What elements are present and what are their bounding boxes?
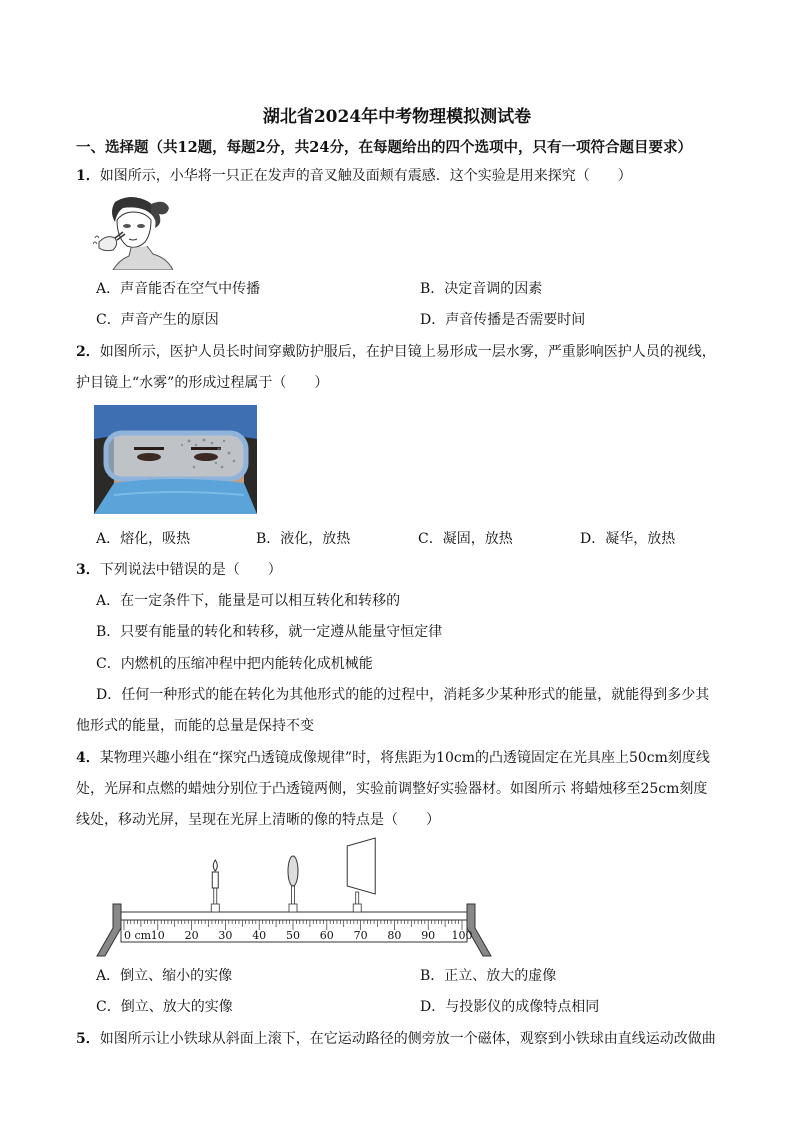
question-1 [76, 166, 632, 186]
q4-option-a: A．倒立、缩小的实像 [96, 968, 233, 984]
section-heading: 一、选择题（共12题，每题2分，共24分，在每题给出的四个选项中，只有一项符合题目要求） [76, 139, 692, 156]
q3-option-d-continued: 他形式的能量，而能的总量是保持不变 [76, 718, 314, 734]
q1-option-d: D．声音传播是否需要时间 [420, 312, 586, 328]
question-4-line-2: 处，光屏和点燃的蜡烛分别位于凸透镜两侧，实验前调整好实验器材。如图所示 将蜡烛移至25cm刻度 [76, 781, 708, 797]
scale-tick-label: 80 [387, 929, 402, 942]
q3-option-c: C．内燃机的压缩冲程中把内能转化成机械能 [96, 656, 373, 672]
scale-tick-label: 20 [184, 929, 199, 942]
scale-tick-label: 100 [451, 929, 473, 942]
instrument-base [353, 904, 361, 912]
convex-lens [288, 856, 298, 886]
q1-option-b: B．决定音调的因素 [420, 281, 543, 297]
question-5 [76, 1029, 716, 1049]
q2-option-a: A．熔化，吸热 [96, 531, 191, 547]
scale-tick-label: 50 [286, 929, 300, 942]
scale-tick-label: 70 [353, 929, 368, 942]
question-2 [76, 342, 716, 362]
q3-option-d: D．任何一种形式的能在转化为其他形式的能的过程中，消耗多少某种形式的能量，就能得到多少其 [96, 687, 710, 703]
light-screen [347, 838, 375, 894]
bench-instruments [211, 838, 375, 912]
question-3 [76, 560, 282, 580]
scale-tick-label: 30 [218, 929, 233, 942]
scale-tick-label: 10 [150, 929, 165, 942]
scale-tick-label: 40 [252, 929, 267, 942]
question-text: 如图所示，小华将一只正在发声的音叉触及面颊有震感．这个实验是用来探究（ ） [99, 168, 632, 184]
scale-tick-label: 90 [421, 929, 436, 942]
bench-left-support [97, 904, 121, 956]
question-text: 下列说法中错误的是（ ） [99, 562, 282, 578]
question-4-line-3: 线处，移动光屏，呈现在光屏上清晰的像的特点是（ ） [76, 812, 440, 828]
q2-option-b: B．液化，放热 [256, 531, 351, 547]
q4-option-d: D．与投影仪的成像特点相同 [420, 999, 600, 1015]
question-number: 2． [76, 344, 100, 360]
question-text: 如图所示，医护人员长时间穿戴防护服后，在护目镜上易形成一层水雾，严重影响医护人员的视线， [99, 344, 716, 360]
q3-option-a: A．在一定条件下，能量是可以相互转化和转移的 [96, 593, 401, 609]
page-title: 湖北省2024年中考物理模拟测试卷 [262, 107, 532, 127]
optical-bench-diagram [94, 836, 494, 960]
q2-option-c: C．凝固，放热 [418, 531, 513, 547]
question-number: 5． [76, 1031, 100, 1047]
question-number: 4． [76, 750, 100, 766]
q4-option-c: C．倒立、放大的实像 [96, 999, 233, 1015]
q4-option-b: B．正立、放大的虚像 [420, 968, 557, 984]
question-text: 如图所示让小铁球从斜面上滚下，在它运动路径的侧旁放一个磁体，观察到小铁球由直线运动改做曲 [99, 1031, 716, 1047]
candle-flame [213, 860, 217, 871]
question-text: 某物理兴趣小组在“探究凸透镜成像规律”时，将焦距为10cm的凸透镜固定在光具座上50cm刻度线 [99, 750, 710, 766]
instrument-base [211, 904, 219, 912]
goggles-fog-photo [94, 405, 257, 514]
q3-option-b: B．只要有能量的转化和转移，就一定遵从能量守恒定律 [96, 624, 443, 640]
tuning-fork-girl-illustration [93, 194, 173, 270]
bench-rail [121, 912, 467, 920]
scale-tick-label: 60 [319, 929, 334, 942]
question-2-continued: 护目镜上“水雾”的形成过程属于（ ） [76, 375, 329, 391]
question-number: 3． [76, 562, 100, 578]
instrument-base [289, 904, 297, 912]
q2-option-d: D．凝华，放热 [580, 531, 676, 547]
question-4 [76, 748, 710, 768]
q1-option-a: A．声音能否在空气中传播 [96, 281, 261, 297]
candle [212, 872, 218, 888]
question-number: 1． [76, 168, 100, 184]
bench-zero-label: 0 cm [124, 929, 152, 942]
q1-option-c: C．声音产生的原因 [96, 312, 219, 328]
